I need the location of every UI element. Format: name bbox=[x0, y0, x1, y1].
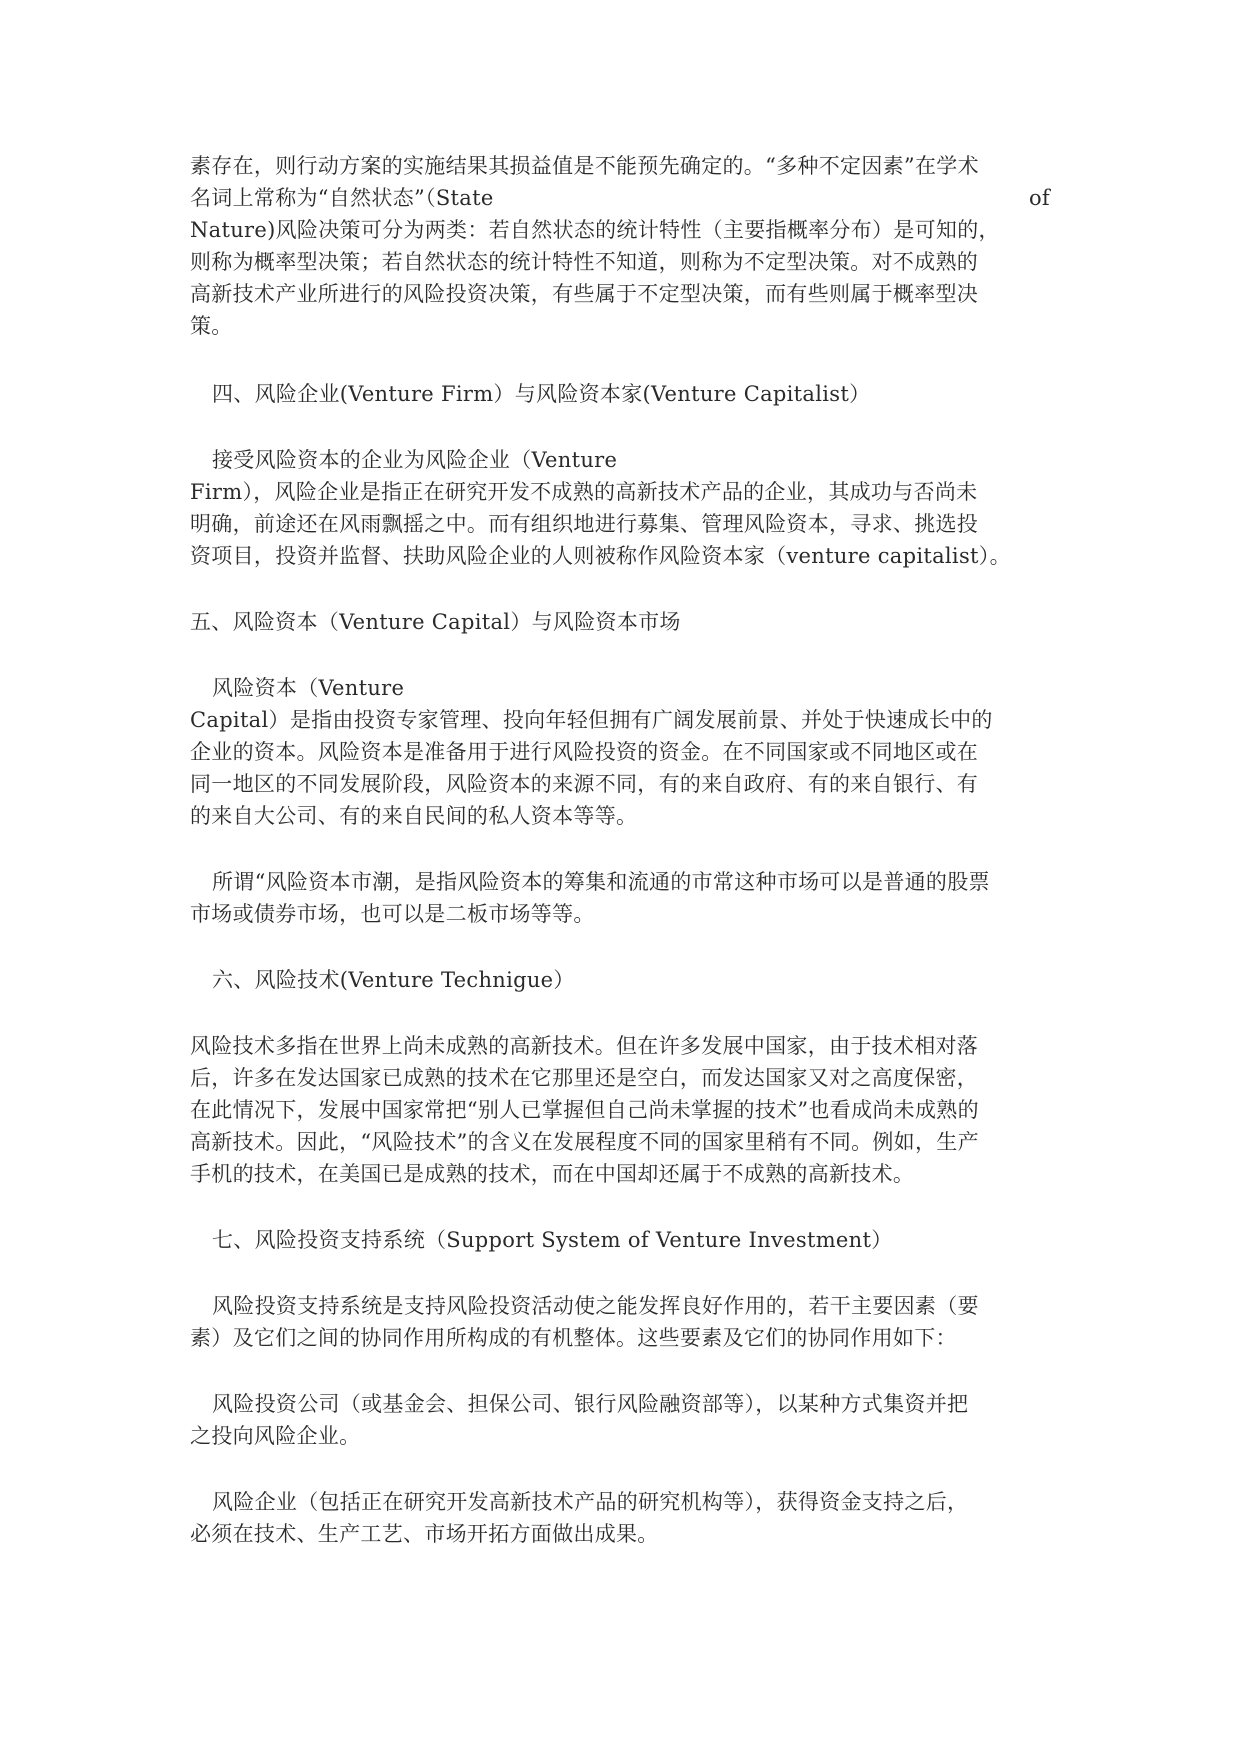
section-heading: 四、风险企业(Venture Firm）与风险资本家(Venture Capitalist） bbox=[212, 382, 871, 406]
paragraph-line: 之投向风险企业。 bbox=[190, 1424, 361, 1448]
paragraph-line: 资项目，投资并监督、扶助风险企业的人则被称作风险资本家（venture capitalist）。 bbox=[190, 544, 1011, 568]
paragraph-line bbox=[190, 182, 1050, 214]
paragraph-line: 风险技术多指在世界上尚未成熟的高新技术。但在许多发展中国家，由于技术相对落 bbox=[190, 1034, 979, 1058]
paragraph-line: 则称为概率型决策；若自然状态的统计特性不知道，则称为不定型决策。对不成熟的 bbox=[190, 250, 979, 274]
paragraph-line: 素）及它们之间的协同作用所构成的有机整体。这些要素及它们的协同作用如下： bbox=[190, 1326, 957, 1350]
paragraph-line: 策。 bbox=[190, 314, 233, 338]
paragraph-line: 市场或债券市场，也可以是二板市场等等。 bbox=[190, 902, 595, 926]
paragraph-line: 所谓“风险资本市潮，是指风险资本的筹集和流通的市常这种市场可以是普通的股票 bbox=[212, 870, 990, 894]
paragraph-line: 接受风险资本的企业为风险企业（Venture bbox=[212, 448, 618, 472]
paragraph-line: Nature)风险决策可分为两类：若自然状态的统计特性（主要指概率分布）是可知的， bbox=[190, 218, 1000, 242]
paragraph-line: 手机的技术，在美国已是成熟的技术，而在中国却还属于不成熟的高新技术。 bbox=[190, 1162, 915, 1186]
paragraph-line: 高新技术产业所进行的风险投资决策，有些属于不定型决策，而有些则属于概率型决 bbox=[190, 282, 979, 306]
section-heading: 七、风险投资支持系统（Support System of Venture Investment） bbox=[212, 1228, 893, 1252]
paragraph-line: Capital）是指由投资专家管理、投向年轻但拥有广阔发展前景、并处于快速成长中的 bbox=[190, 708, 993, 732]
paragraph-line-left: 名词上常称为“自然状态”（State bbox=[190, 186, 494, 210]
section-heading: 六、风险技术(Venture Technigue） bbox=[212, 968, 575, 992]
paragraph-line: 的来自大公司、有的来自民间的私人资本等等。 bbox=[190, 804, 638, 828]
paragraph-line: 后，许多在发达国家已成熟的技术在它那里还是空白，而发达国家又对之高度保密， bbox=[190, 1066, 979, 1090]
paragraph-line: 风险资本（Venture bbox=[212, 676, 405, 700]
paragraph-line: 明确，前途还在风雨飘摇之中。而有组织地进行募集、管理风险资本，寻求、挑选投 bbox=[190, 512, 979, 536]
paragraph-line: Firm），风险企业是指正在研究开发不成熟的高新技术产品的企业，其成功与否尚未 bbox=[190, 480, 978, 504]
paragraph-line: 同一地区的不同发展阶段，风险资本的来源不同，有的来自政府、有的来自银行、有 bbox=[190, 772, 979, 796]
paragraph-line: 企业的资本。风险资本是准备用于进行风险投资的资金。在不同国家或不同地区或在 bbox=[190, 740, 979, 764]
paragraph-line: 高新技术。因此，“风险技术”的含义在发展程度不同的国家里稍有不同。例如，生产 bbox=[190, 1130, 979, 1154]
paragraph-line: 必须在技术、生产工艺、市场开拓方面做出成果。 bbox=[190, 1522, 659, 1546]
paragraph-line: 素存在，则行动方案的实施结果其损益值是不能预先确定的。“多种不定因素”在学术 bbox=[190, 154, 979, 178]
paragraph-line: 风险投资支持系统是支持风险投资活动使之能发挥良好作用的，若干主要因素（要 bbox=[212, 1294, 979, 1318]
paragraph-line: 在此情况下，发展中国家常把“别人已掌握但自己尚未掌握的技术”也看成尚未成熟的 bbox=[190, 1098, 979, 1122]
paragraph-line-right: of bbox=[1028, 186, 1050, 210]
paragraph-line: 风险投资公司（或基金会、担保公司、银行风险融资部等），以某种方式集资并把 bbox=[212, 1392, 969, 1416]
paragraph-line: 风险企业（包括正在研究开发高新技术产品的研究机构等），获得资金支持之后， bbox=[212, 1490, 969, 1514]
section-heading: 五、风险资本（Venture Capital）与风险资本市场 bbox=[190, 610, 681, 634]
